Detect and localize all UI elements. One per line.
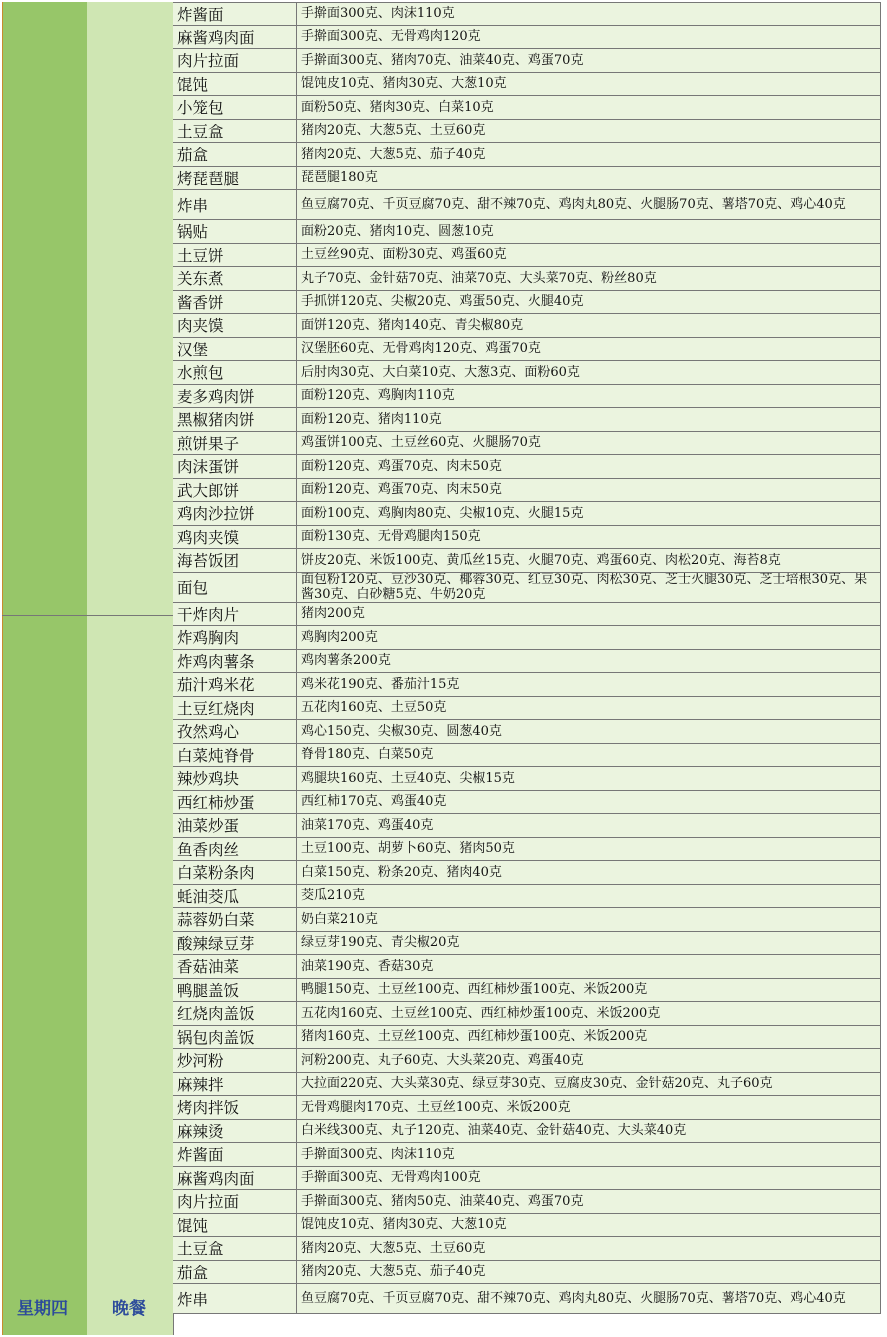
dish-name: 面包 — [173, 573, 297, 602]
ingredients — [297, 432, 881, 455]
ingredients — [297, 3, 881, 25]
table-row — [173, 1073, 881, 1097]
dish-name: 茄汁鸡米花 — [173, 673, 297, 696]
table-row — [173, 549, 881, 573]
dish-name: 肉片拉面 — [173, 1190, 297, 1213]
ingredients-text: 白菜150克、粉条20克、猪肉40克 — [301, 864, 502, 880]
ingredients — [297, 455, 881, 478]
ingredients-text: 面粉130克、无骨鸡腿肉150克 — [301, 529, 481, 545]
dish-name: 武大郎饼 — [173, 479, 297, 502]
ingredients — [297, 720, 881, 743]
ingredients — [297, 650, 881, 673]
table-row — [173, 603, 881, 627]
table-row — [173, 432, 881, 456]
ingredients-text: 面粉100克、鸡胸肉80克、尖椒10克、火腿15克 — [301, 505, 584, 521]
table-row — [173, 650, 881, 674]
ingredients-text: 手擀面300克、无骨鸡肉120克 — [301, 29, 481, 45]
ingredients — [297, 1214, 881, 1237]
ingredients — [297, 767, 881, 790]
ingredients — [297, 573, 881, 602]
ingredients — [297, 408, 881, 431]
ingredients — [297, 338, 881, 361]
table-row — [173, 573, 881, 603]
ingredients-text: 无骨鸡腿肉170克、土豆丝100克、米饭200克 — [301, 1099, 571, 1115]
ingredients-text: 白米线300克、丸子120克、油菜40克、金针菇40克、大头菜40克 — [301, 1123, 687, 1139]
dish-name: 土豆盒 — [173, 120, 297, 143]
table-row — [173, 1049, 881, 1073]
meal-column — [87, 2, 174, 1335]
dish-name: 炸鸡肉薯条 — [173, 650, 297, 673]
dish-name: 麻辣烫 — [173, 1120, 297, 1143]
ingredients-text: 五花肉160克、土豆丝100克、西红柿炒蛋100克、米饭200克 — [301, 1005, 661, 1021]
table-row — [173, 767, 881, 791]
ingredients — [297, 1073, 881, 1096]
ingredients-text: 猪肉20克、大葱5克、土豆60克 — [301, 1240, 486, 1256]
ingredients — [297, 96, 881, 119]
ingredients — [297, 791, 881, 814]
ingredients-text: 鸡心150克、尖椒30克、圆葱40克 — [301, 723, 502, 739]
dish-name: 茄盒 — [173, 1261, 297, 1284]
table-row — [173, 673, 881, 697]
ingredients-text: 茭瓜210克 — [301, 888, 365, 904]
dish-name: 肉夹馍 — [173, 314, 297, 337]
ingredients-text: 琵琶腿180克 — [301, 170, 378, 186]
ingredients-text: 猪肉160克、土豆丝100克、西红柿炒蛋100克、米饭200克 — [301, 1029, 648, 1045]
ingredients — [297, 502, 881, 525]
dish-name: 麻酱鸡肉面 — [173, 1167, 297, 1190]
dish-name: 土豆红烧肉 — [173, 697, 297, 720]
table-row — [173, 744, 881, 768]
dish-name: 黑椒猪肉饼 — [173, 408, 297, 431]
ingredients-text: 鸡肉薯条200克 — [301, 653, 391, 669]
dish-name: 油菜炒蛋 — [173, 814, 297, 837]
dish-name: 肉沫蛋饼 — [173, 455, 297, 478]
table-row — [173, 244, 881, 268]
dish-name: 蚝油茭瓜 — [173, 885, 297, 908]
dish-name: 辣炒鸡块 — [173, 767, 297, 790]
ingredients — [297, 220, 881, 243]
dish-name: 孜然鸡心 — [173, 720, 297, 743]
day-column — [2, 2, 89, 1335]
dish-name: 馄饨 — [173, 73, 297, 96]
dish-name: 炸酱面 — [173, 1143, 297, 1166]
table-row — [173, 626, 881, 650]
dish-name: 白菜粉条肉 — [173, 861, 297, 884]
ingredients — [297, 697, 881, 720]
table-row — [173, 1002, 881, 1026]
table-row — [173, 267, 881, 291]
dish-name: 土豆饼 — [173, 244, 297, 267]
table-row — [173, 697, 881, 721]
ingredients-text: 奶白菜210克 — [301, 911, 378, 927]
dish-name: 炸鸡胸肉 — [173, 626, 297, 649]
table-row — [173, 526, 881, 550]
ingredients-text: 鱼豆腐70克、千页豆腐70克、甜不辣70克、鸡肉丸80克、火腿肠70克、薯塔70克、鸡心40克 — [301, 1291, 846, 1306]
ingredients — [297, 1167, 881, 1190]
ingredients — [297, 838, 881, 861]
table-row — [173, 1284, 881, 1314]
dish-name: 水煎包 — [173, 361, 297, 384]
ingredients-text: 面粉20克、猪肉10克、圆葱10克 — [301, 223, 494, 239]
table-row — [173, 1214, 881, 1238]
ingredients-text: 汉堡胚60克、无骨鸡肉120克、鸡蛋70克 — [301, 341, 541, 357]
table-row — [173, 190, 881, 220]
ingredients-text: 绿豆芽190克、青尖椒20克 — [301, 935, 460, 951]
ingredients — [297, 1190, 881, 1213]
day-label: 星期四 — [17, 1299, 68, 1319]
ingredients — [297, 120, 881, 143]
ingredients-text: 大拉面220克、大头菜30克、绿豆芽30克、豆腐皮30克、金针菇20克、丸子60克 — [301, 1076, 773, 1092]
ingredients-text: 猪肉20克、大葱5克、土豆60克 — [301, 123, 486, 139]
table-row — [173, 1026, 881, 1050]
ingredients — [297, 908, 881, 931]
ingredients — [297, 26, 881, 49]
table-row — [173, 1167, 881, 1191]
ingredients — [297, 744, 881, 767]
table-row — [173, 73, 881, 97]
table-row — [173, 2, 881, 26]
ingredients-text: 手擀面300克、猪肉50克、油菜40克、鸡蛋70克 — [301, 1193, 584, 1209]
table-row — [173, 385, 881, 409]
dish-name: 西红柿炒蛋 — [173, 791, 297, 814]
table-row — [173, 791, 881, 815]
ingredients — [297, 1143, 881, 1166]
ingredients — [297, 1026, 881, 1049]
ingredients — [297, 979, 881, 1002]
dish-name: 锅贴 — [173, 220, 297, 243]
dish-name: 蒜蓉奶白菜 — [173, 908, 297, 931]
ingredients — [297, 1120, 881, 1143]
table-row — [173, 1143, 881, 1167]
dish-name: 干炸肉片 — [173, 603, 297, 626]
dish-name: 关东煮 — [173, 267, 297, 290]
ingredients-text: 油菜170克、鸡蛋40克 — [301, 817, 434, 833]
ingredients — [297, 932, 881, 955]
dish-name: 鸡肉夹馍 — [173, 526, 297, 549]
ingredients-text: 面粉50克、猪肉30克、白菜10克 — [301, 99, 494, 115]
ingredients-text: 鸡蛋饼100克、土豆丝60克、火腿肠70克 — [301, 435, 541, 451]
ingredients-text: 馄饨皮10克、猪肉30克、大葱10克 — [301, 76, 507, 92]
ingredients-text: 手擀面300克、肉沫110克 — [301, 1146, 455, 1162]
dish-name: 烤肉拌饭 — [173, 1096, 297, 1119]
ingredients — [297, 385, 881, 408]
ingredients-text: 饼皮20克、米饭100克、黄瓜丝15克、火腿70克、鸡蛋60克、肉松20克、海苔8克 — [301, 552, 781, 568]
ingredients-text: 油菜190克、香菇30克 — [301, 958, 434, 974]
table-row — [173, 908, 881, 932]
table-row — [173, 120, 881, 144]
ingredients-text: 猪肉20克、大葱5克、茄子40克 — [301, 1264, 486, 1280]
dish-name: 汉堡 — [173, 338, 297, 361]
ingredients — [297, 1261, 881, 1284]
ingredients-text: 鸭腿150克、土豆丝100克、西红柿炒蛋100克、米饭200克 — [301, 982, 648, 998]
dish-name: 鱼香肉丝 — [173, 838, 297, 861]
ingredients-text: 手抓饼120克、尖椒20克、鸡蛋50克、火腿40克 — [301, 294, 584, 310]
ingredients — [297, 291, 881, 314]
dish-name: 红烧肉盖饭 — [173, 1002, 297, 1025]
dish-name: 鸡肉沙拉饼 — [173, 502, 297, 525]
ingredients — [297, 314, 881, 337]
block-separator — [2, 615, 173, 616]
table-row — [173, 96, 881, 120]
dish-name: 炸串 — [173, 190, 297, 219]
ingredients — [297, 1049, 881, 1072]
dish-name: 白菜炖脊骨 — [173, 744, 297, 767]
ingredients — [297, 673, 881, 696]
ingredients-text: 面粉120克、鸡蛋70克、肉末50克 — [301, 482, 502, 498]
table-row — [173, 49, 881, 73]
table-row — [173, 814, 881, 838]
ingredients-text: 猪肉200克 — [301, 606, 365, 622]
ingredients — [297, 49, 881, 72]
ingredients — [297, 861, 881, 884]
table-row — [173, 455, 881, 479]
dish-name: 煎饼果子 — [173, 432, 297, 455]
ingredients-text: 西红柿170克、鸡蛋40克 — [301, 794, 447, 810]
table-row — [173, 291, 881, 315]
dish-name: 炸串 — [173, 1284, 297, 1313]
table-row — [173, 361, 881, 385]
dish-name: 炒河粉 — [173, 1049, 297, 1072]
ingredients-text: 五花肉160克、土豆50克 — [301, 700, 447, 716]
ingredients — [297, 267, 881, 290]
table-row — [173, 1261, 881, 1285]
table-row — [173, 1096, 881, 1120]
table-row — [173, 408, 881, 432]
dish-name: 酱香饼 — [173, 291, 297, 314]
ingredients — [297, 885, 881, 908]
ingredients — [297, 479, 881, 502]
ingredients-text: 手擀面300克、肉沫110克 — [301, 6, 455, 22]
table-row — [173, 932, 881, 956]
dish-name: 馄饨 — [173, 1214, 297, 1237]
table-row — [173, 955, 881, 979]
ingredients — [297, 626, 881, 649]
table-row — [173, 838, 881, 862]
meal-label: 晚餐 — [112, 1299, 146, 1319]
ingredients-text: 面粉120克、鸡蛋70克、肉末50克 — [301, 458, 502, 474]
dish-name: 肉片拉面 — [173, 49, 297, 72]
ingredients — [297, 361, 881, 384]
ingredients-text: 猪肉20克、大葱5克、茄子40克 — [301, 146, 486, 162]
ingredients-text: 手擀面300克、无骨鸡肉100克 — [301, 1170, 481, 1186]
ingredients-text: 鸡胸肉200克 — [301, 629, 378, 645]
ingredients-text: 后肘肉30克、大白菜10克、大葱3克、面粉60克 — [301, 364, 580, 380]
ingredients — [297, 1284, 881, 1313]
table-row — [173, 979, 881, 1003]
ingredients-text: 土豆100克、胡萝卜60克、猪肉50克 — [301, 841, 515, 857]
ingredients — [297, 1002, 881, 1025]
ingredients — [297, 955, 881, 978]
dish-name: 麻辣拌 — [173, 1073, 297, 1096]
table-row — [173, 720, 881, 744]
ingredients — [297, 73, 881, 96]
table-row — [173, 26, 881, 50]
table-row — [173, 1190, 881, 1214]
ingredients — [297, 143, 881, 166]
dish-name: 炸酱面 — [173, 3, 297, 25]
ingredients-text: 面粉120克、鸡胸肉110克 — [301, 388, 455, 404]
table-row — [173, 885, 881, 909]
ingredients — [297, 1237, 881, 1260]
table-row — [173, 143, 881, 167]
ingredients-text: 面粉120克、猪肉110克 — [301, 411, 442, 427]
dish-name: 小笼包 — [173, 96, 297, 119]
dish-name: 麻酱鸡肉面 — [173, 26, 297, 49]
ingredients-text: 河粉200克、丸子60克、大头菜20克、鸡蛋40克 — [301, 1052, 584, 1068]
ingredients-text: 鱼豆腐70克、千页豆腐70克、甜不辣70克、鸡肉丸80克、火腿肠70克、薯塔70克、鸡心40克 — [301, 197, 846, 212]
dish-name: 鸭腿盖饭 — [173, 979, 297, 1002]
table-row — [173, 479, 881, 503]
dish-name: 酸辣绿豆芽 — [173, 932, 297, 955]
table-row — [173, 1237, 881, 1261]
ingredients — [297, 190, 881, 219]
ingredients — [297, 167, 881, 190]
ingredients — [297, 244, 881, 267]
ingredients-text: 土豆丝90克、面粉30克、鸡蛋60克 — [301, 247, 507, 263]
ingredients-text: 丸子70克、金针菇70克、油菜70克、大头菜70克、粉丝80克 — [301, 270, 657, 286]
ingredients-text: 鸡腿块160克、土豆40克、尖椒15克 — [301, 770, 515, 786]
table-row — [173, 220, 881, 244]
dish-name: 烤琵琶腿 — [173, 167, 297, 190]
dish-name: 土豆盒 — [173, 1237, 297, 1260]
ingredients — [297, 526, 881, 549]
ingredients-text: 馄饨皮10克、猪肉30克、大葱10克 — [301, 1217, 507, 1233]
ingredients-text: 鸡米花190克、番茄汁15克 — [301, 676, 460, 692]
ingredients — [297, 814, 881, 837]
ingredients-text: 面饼120克、猪肉140克、青尖椒80克 — [301, 317, 524, 333]
table-row — [173, 502, 881, 526]
menu-table — [173, 2, 881, 1314]
table-row — [173, 314, 881, 338]
table-row — [173, 338, 881, 362]
table-row — [173, 1120, 881, 1144]
ingredients — [297, 603, 881, 626]
dish-name: 锅包肉盖饭 — [173, 1026, 297, 1049]
ingredients — [297, 549, 881, 572]
dish-name: 海苔饭团 — [173, 549, 297, 572]
ingredients-text: 脊骨180克、白菜50克 — [301, 747, 434, 763]
ingredients — [297, 1096, 881, 1119]
ingredients-text: 面包粉120克、豆沙30克、椰蓉30克、红豆30克、肉松30克、芝士火腿30克、芝士培根30克、果酱30克、白砂糖5克、牛奶20克 — [301, 572, 868, 602]
ingredients-text: 手擀面300克、猪肉70克、油菜40克、鸡蛋70克 — [301, 52, 584, 68]
dish-name: 麦多鸡肉饼 — [173, 385, 297, 408]
dish-name: 香菇油菜 — [173, 955, 297, 978]
table-row — [173, 167, 881, 191]
table-row — [173, 861, 881, 885]
dish-name: 茄盒 — [173, 143, 297, 166]
